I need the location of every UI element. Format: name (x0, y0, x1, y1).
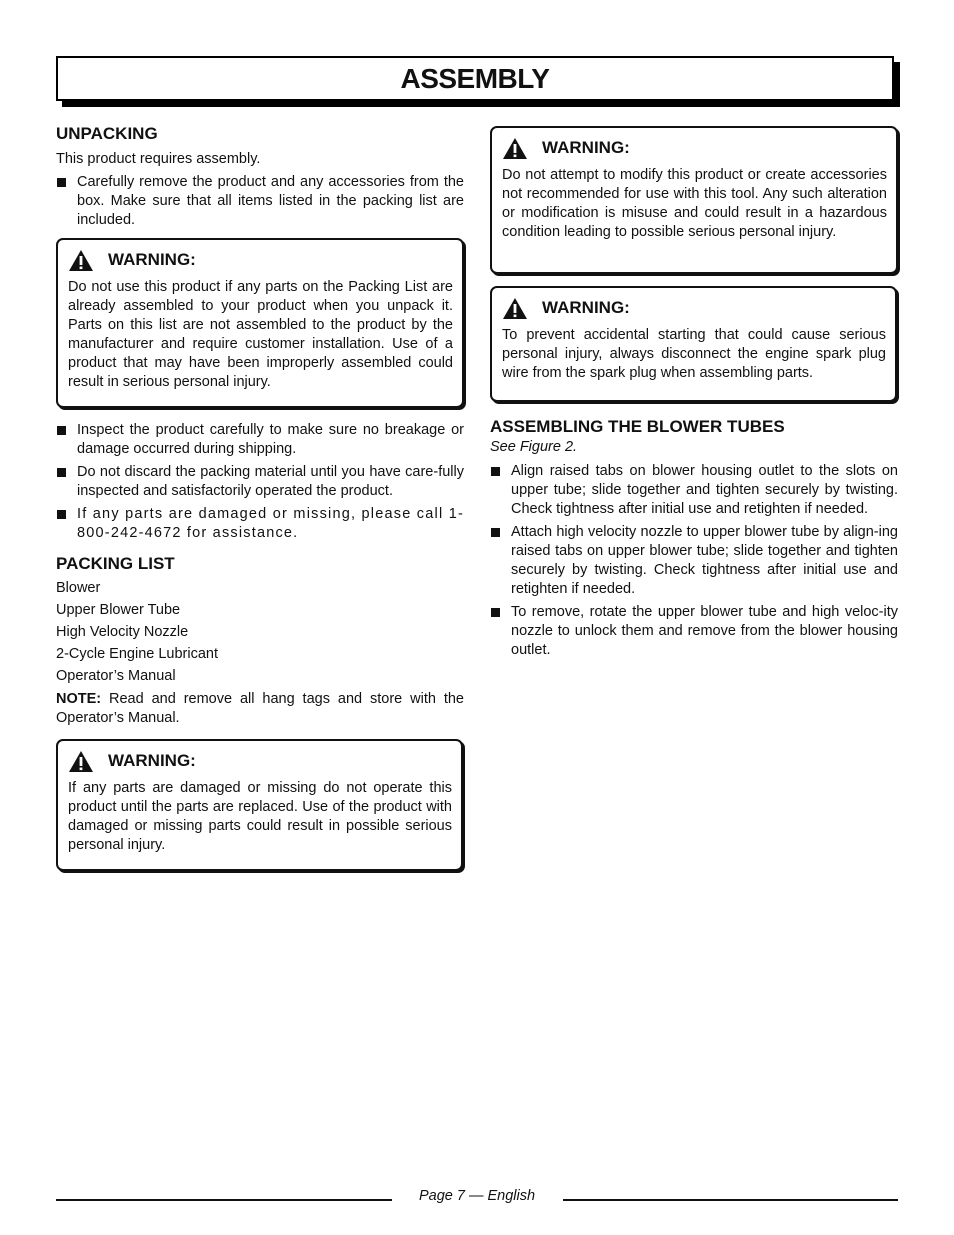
bullet-square-icon (491, 528, 500, 537)
warning-box-spark-plug (490, 286, 897, 402)
page-footer: Page 7 — English (418, 1188, 536, 1204)
unpacking-bullets-1 (56, 173, 464, 234)
warning-box-damaged-parts (56, 739, 463, 871)
warning-triangle-icon (68, 750, 94, 773)
packing-list-heading: PACKING LIST (56, 554, 175, 573)
warning-label: WARNING: (108, 250, 196, 269)
unpacking-heading: UNPACKING (56, 124, 158, 143)
list-item: If any parts are damaged or missing, please call 1-800-242-4672 for assistance. (56, 505, 464, 543)
packing-item: Blower (56, 580, 101, 596)
unpacking-bullets-2 (56, 421, 464, 547)
section-title-banner (56, 56, 894, 101)
warning-triangle-icon (68, 249, 94, 272)
list-item: Attach high velocity nozzle to upper blower tube by align-ing raised tabs on upper blower tube; slide together and tighten securely by twisting. Check tightness after initial use and retighten if needed. (490, 523, 898, 599)
warning-text: Do not use this product if any parts on the Packing List are already assembled to your product when you unpack it. Parts on this list are not assembled to the product by the manufacturer and require customer installation. Use of a product that may have been improperly assembled could result in serious personal injury. (68, 279, 453, 390)
list-item: Inspect the product carefully to make sure no breakage or damage occurred during shipping. (56, 421, 464, 459)
list-item: Align raised tabs on blower housing outlet to the slots on upper tube; slide together and tighten securely by twisting. Check tightness after initial use and retighten if needed. (490, 462, 898, 519)
warning-triangle-icon (502, 297, 528, 320)
see-figure-reference: See Figure 2. (490, 439, 578, 455)
footer-rule-left (56, 1199, 392, 1201)
bullet-square-icon (57, 468, 66, 477)
warning-label: WARNING: (542, 298, 630, 317)
warning-text: If any parts are damaged or missing do not operate this product until the parts are replaced. Use of the product with damaged or missing parts could result in possible serious personal injury. (68, 780, 452, 853)
bullet-square-icon (491, 467, 500, 476)
assembling-bullets (490, 462, 898, 664)
packing-item: 2-Cycle Engine Lubricant (56, 646, 219, 662)
warning-text: Do not attempt to modify this product or create accessories not recommended for use with this tool. Any such alteration or modification is misuse and could result in a hazardous condition leading to possible serious personal injury. (502, 167, 887, 240)
bullet-square-icon (491, 608, 500, 617)
warning-label: WARNING: (542, 138, 630, 157)
packing-note: NOTE: Read and remove all hang tags and store with the Operator’s Manual. (56, 691, 464, 726)
bullet-square-icon (57, 178, 66, 187)
page-title: ASSEMBLY (400, 62, 550, 94)
packing-item: Upper Blower Tube (56, 602, 181, 618)
packing-item: Operator’s Manual (56, 668, 176, 684)
unpacking-intro: This product requires assembly. (56, 151, 261, 167)
bullet-square-icon (57, 426, 66, 435)
list-item: Do not discard the packing material until you have care-fully inspected and satisfactorily operated the product. (56, 463, 464, 501)
footer-rule-right (563, 1199, 898, 1201)
packing-list-items (56, 577, 464, 687)
warning-box-packing-list (56, 238, 464, 408)
warning-box-modify (490, 126, 898, 274)
packing-item: High Velocity Nozzle (56, 624, 189, 640)
list-item: Carefully remove the product and any accessories from the box. Make sure that all items listed in the packing list are included. (56, 173, 464, 230)
warning-label: WARNING: (108, 751, 196, 770)
warning-text: To prevent accidental starting that could cause serious personal injury, always disconnect the engine spark plug wire from the spark plug when assembling parts. (502, 327, 886, 381)
bullet-square-icon (57, 510, 66, 519)
warning-triangle-icon (502, 137, 528, 160)
list-item: To remove, rotate the upper blower tube and high veloc-ity nozzle to unlock them and remove from the blower housing outlet. (490, 603, 898, 660)
assembling-heading: ASSEMBLING THE BLOWER TUBES (490, 417, 785, 436)
